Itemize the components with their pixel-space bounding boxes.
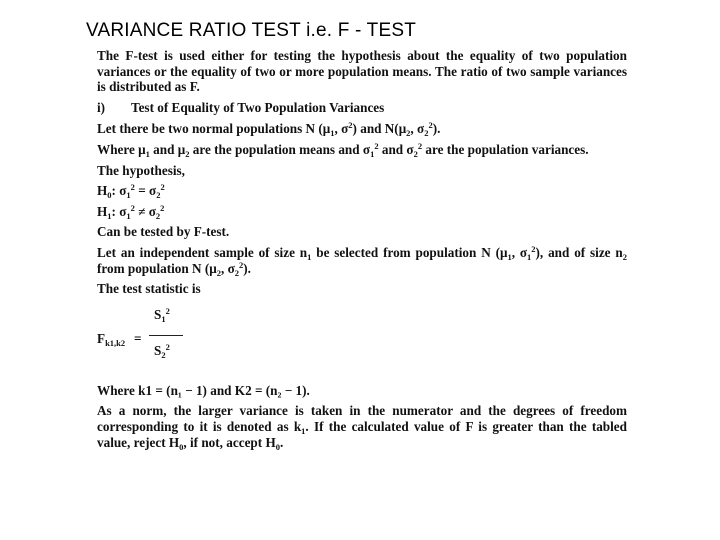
f-statistic-formula (97, 307, 627, 373)
section-title: Test of Equality of Two Population Variances (131, 99, 385, 115)
formula-equals: = (134, 330, 142, 346)
tested-line: Can be tested by F-test. (97, 224, 230, 240)
alternative-hypothesis: $H_1$: $\sigma_1^2 \ne \sigma_2^2$ (97, 202, 165, 221)
degrees-of-freedom-line: Where k1 = (n₁ − 1) and K2 = (n₂ − 1). (97, 382, 310, 398)
null-hypothesis: $H_0$: $\sigma_1^2 = \sigma_2^2$ (97, 182, 165, 201)
where-means-line: Where $\mu_1$ and $\mu_2$ are the population means and $\sigma_1^2$ and $\sigma_2^2$ are the population variances. (97, 140, 589, 159)
fraction-bar (149, 335, 183, 336)
formula-lhs: $F_{k1,k2}$ (97, 330, 126, 348)
formula-numerator: $S_1^2$ (154, 305, 170, 324)
intro-paragraph: The F-test is used either for testing the hypothesis about the equality of two population variances or the equality of two or more population means. The ratio of two sample variances is distributed as F. (97, 48, 627, 95)
statistic-label: The test statistic is (97, 281, 201, 297)
section-heading (97, 100, 627, 116)
section-number: i) (97, 99, 106, 115)
hypothesis-label: The hypothesis, (97, 162, 185, 178)
sample-paragraph: Let an independent sample of size $n_1$ be selected from population N ($\mu_1$, $\sigma_1^2$), and of size $n_2$ from population N ($\mu_2$, $\sigma_2^2$). (97, 243, 627, 278)
slide-title: VARIANCE RATIO TEST i.e. F - TEST (86, 20, 417, 41)
populations-line: Let there be two normal populations N ($\mu_1$, $\sigma^2$) and $N(\mu_2$, $\sigma_2^2$). (97, 120, 441, 139)
document-body (97, 48, 627, 455)
formula-denominator: $S_2^2$ (154, 341, 170, 360)
conclusion-paragraph: As a norm, the larger variance is taken in the numerator and the degrees of freedom corresponding to it is denoted as $k_1$. If the calculated value of F is greater than the tabled value, reject $H_0$, if not, accept $H_0$. (97, 403, 627, 452)
